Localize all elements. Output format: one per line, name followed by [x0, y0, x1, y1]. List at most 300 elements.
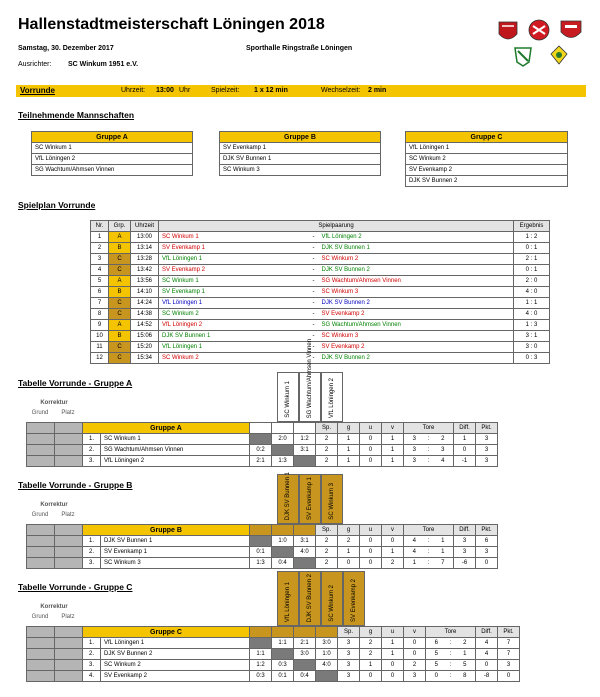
- group-a-box: [31, 131, 193, 176]
- match-score: 2:0: [272, 434, 294, 445]
- match-time: 13:00: [131, 232, 159, 243]
- grund-input[interactable]: [27, 536, 55, 547]
- match-score: 2:1: [250, 456, 272, 467]
- stat-u: 0: [360, 558, 382, 569]
- goals-sep: :: [425, 456, 433, 467]
- col-blank: [272, 525, 294, 536]
- group-b-title: Gruppe B: [220, 132, 381, 143]
- standings-heading: Tabelle Vorrunde - Gruppe C: [18, 582, 133, 592]
- match-home: SV Evenkamp 2: [159, 265, 309, 276]
- stat-sp: 3: [338, 649, 360, 660]
- match-score: 1:1: [250, 649, 272, 660]
- standings-row: [27, 456, 498, 467]
- match-group: B: [109, 331, 131, 342]
- goal-diff: 0: [476, 660, 498, 671]
- goals-against: 1: [455, 649, 476, 660]
- match-nr: 9: [91, 320, 109, 331]
- goals-against: 1: [433, 536, 454, 547]
- grund-input[interactable]: [27, 638, 55, 649]
- grund-input[interactable]: [27, 671, 55, 682]
- goals-sep: :: [425, 547, 433, 558]
- time-unit: Uhr: [179, 87, 191, 94]
- standings-row: [27, 660, 520, 671]
- points: 3: [476, 434, 498, 445]
- group-c-box: [405, 131, 568, 187]
- points: 7: [498, 638, 520, 649]
- match-result: 0 : 1: [514, 265, 550, 276]
- goals-against: 4: [433, 456, 454, 467]
- grund-input[interactable]: [27, 456, 55, 467]
- goals-for: 3: [404, 456, 425, 467]
- rank: 1.: [83, 434, 101, 445]
- col-team-name: VfL Löningen 1: [285, 581, 291, 622]
- team-name: SV Evenkamp 2: [101, 671, 250, 682]
- col-team-header: [321, 571, 343, 626]
- stat-g: 1: [338, 434, 360, 445]
- rank: 1.: [83, 536, 101, 547]
- match-score: 1:3: [272, 456, 294, 467]
- col-blank: [272, 627, 294, 638]
- rank: 2.: [83, 445, 101, 456]
- match-dash: -: [309, 265, 319, 276]
- goals-against: 7: [433, 558, 454, 569]
- group-b-team: SV Evenkamp 1: [220, 143, 381, 154]
- match-time: 13:42: [131, 265, 159, 276]
- match-result: 0 : 3: [514, 353, 550, 364]
- group-a-title: Gruppe A: [32, 132, 193, 143]
- match-score: [294, 456, 316, 467]
- match-time: 14:10: [131, 287, 159, 298]
- col-team-header: [343, 571, 365, 626]
- match-group: C: [109, 254, 131, 265]
- match-score: 0:4: [272, 558, 294, 569]
- schedule-row: [91, 232, 550, 243]
- match-result: 3 : 1: [514, 331, 550, 342]
- match-group: C: [109, 309, 131, 320]
- schedule-row: [91, 254, 550, 265]
- match-away: SV Evenkamp 2: [319, 309, 514, 320]
- schedule-heading: Spielplan Vorrunde: [18, 200, 96, 210]
- standings-row: [27, 558, 498, 569]
- match-time: 14:52: [131, 320, 159, 331]
- standings-table: [26, 626, 520, 682]
- col-team-name: VfL Löningen 2: [329, 377, 335, 418]
- match-score: 0:2: [250, 445, 272, 456]
- match-nr: 1: [91, 232, 109, 243]
- stat-g: 0: [338, 558, 360, 569]
- stat-sp: 2: [316, 547, 338, 558]
- team-name: SC Winkum 1: [101, 434, 250, 445]
- match-away: SC Winkum 3: [319, 287, 514, 298]
- match-away: DJK SV Bunnen 2: [319, 353, 514, 364]
- group-b-box: [219, 131, 381, 176]
- group-a-team: SC Winkum 1: [32, 143, 193, 154]
- col-team-name: SC Winkum 1: [285, 381, 291, 418]
- match-score: 0:4: [294, 671, 316, 682]
- standings-row: [27, 445, 498, 456]
- match-home: SV Evenkamp 1: [159, 243, 309, 254]
- venue: Sporthalle Ringstraße Löningen: [246, 45, 353, 52]
- korrektur-label: Korrektur: [40, 604, 68, 610]
- match-score: [272, 445, 294, 456]
- match-nr: 10: [91, 331, 109, 342]
- match-score: 1:0: [316, 649, 338, 660]
- goals-against: 5: [455, 660, 476, 671]
- match-home: SC Winkum 2: [159, 353, 309, 364]
- match-time: 13:56: [131, 276, 159, 287]
- date: Samstag, 30. Dezember 2017: [18, 45, 114, 52]
- match-score: 0:1: [272, 671, 294, 682]
- col-team-header: [299, 338, 321, 422]
- match-home: SV Evenkamp 1: [159, 287, 309, 298]
- grund-label: Grund: [31, 614, 49, 620]
- goals-sep: :: [425, 536, 433, 547]
- platz-label: Platz: [61, 614, 75, 620]
- col-v: v: [382, 423, 404, 434]
- col-team-header: [299, 571, 321, 626]
- col-blank: [250, 627, 272, 638]
- team-name: SG Wachtum/Ahmsen Vinnen: [101, 445, 250, 456]
- platz-input[interactable]: [55, 456, 83, 467]
- col-team-name: DJK SV Bunnen 2: [307, 573, 313, 622]
- stat-g: 2: [338, 536, 360, 547]
- match-home: SC Winkum 1: [159, 232, 309, 243]
- col-tore: Tore: [404, 525, 454, 536]
- standings-row: [27, 434, 498, 445]
- match-dash: -: [309, 331, 319, 342]
- grund-cell: [27, 423, 55, 434]
- col-sp: Sp.: [338, 627, 360, 638]
- platz-input[interactable]: [55, 671, 83, 682]
- stat-u: 0: [360, 456, 382, 467]
- stat-g: 0: [360, 671, 382, 682]
- match-home: DJK SV Bunnen 1: [159, 331, 309, 342]
- match-result: 3 : 0: [514, 342, 550, 353]
- goals-against: 2: [433, 434, 454, 445]
- schedule-row: [91, 265, 550, 276]
- col-team-name: DJK SV Bunnen 1: [285, 471, 291, 520]
- match-time: 15:34: [131, 353, 159, 364]
- standings-row: [27, 536, 498, 547]
- goals-for: 3: [404, 445, 425, 456]
- stat-g: 1: [338, 456, 360, 467]
- match-time: 15:06: [131, 331, 159, 342]
- match-result: 1 : 1: [514, 298, 550, 309]
- match-group: C: [109, 342, 131, 353]
- stat-u: 0: [360, 536, 382, 547]
- goals-against: 3: [433, 445, 454, 456]
- points: 6: [476, 536, 498, 547]
- change-label: Wechselzeit:: [321, 87, 361, 94]
- match-away: VfL Löningen 2: [319, 232, 514, 243]
- match-nr: 11: [91, 342, 109, 353]
- match-away: SG Wachtum/Ahmsen Vinnen: [319, 276, 514, 287]
- match-score: [272, 547, 294, 558]
- points: 3: [498, 660, 520, 671]
- platz-input[interactable]: [55, 434, 83, 445]
- organizer-label: Ausrichter:: [18, 61, 52, 68]
- group-b-team: DJK SV Bunnen 1: [220, 154, 381, 165]
- standings-table: [26, 524, 498, 569]
- standings-table: [26, 422, 498, 467]
- match-score: 1:2: [250, 660, 272, 671]
- standings-group-title: Gruppe B: [83, 525, 250, 536]
- col-sp: Sp.: [316, 423, 338, 434]
- page-title: Hallenstadtmeisterschaft Löningen 2018: [18, 16, 325, 33]
- col-blank: [294, 423, 316, 434]
- vorrunde-bar: [16, 85, 586, 97]
- platz-input[interactable]: [55, 536, 83, 547]
- col-sp: Sp.: [316, 525, 338, 536]
- goals-sep: :: [447, 649, 455, 660]
- rank: 1.: [83, 638, 101, 649]
- crest-green-icon: [515, 48, 531, 66]
- match-score: 4:0: [316, 660, 338, 671]
- match-score: [294, 660, 316, 671]
- stat-v: 1: [382, 445, 404, 456]
- match-group: C: [109, 298, 131, 309]
- platz-cell: [55, 525, 83, 536]
- match-group: C: [109, 353, 131, 364]
- match-dash: -: [309, 232, 319, 243]
- team-name: VfL Löningen 2: [101, 456, 250, 467]
- goal-diff: -8: [476, 671, 498, 682]
- match-away: SC Winkum 3: [319, 331, 514, 342]
- col-team-header: [299, 474, 321, 524]
- col-team-name: SC Winkum 3: [329, 483, 335, 520]
- goals-for: 6: [426, 638, 447, 649]
- time-label: Uhrzeit:: [121, 87, 146, 94]
- match-away: DJK SV Bunnen 2: [319, 298, 514, 309]
- standings-row: [27, 649, 520, 660]
- match-score: 4:0: [294, 547, 316, 558]
- schedule-row: [91, 243, 550, 254]
- club-logos: [497, 18, 587, 68]
- points: 7: [498, 649, 520, 660]
- grund-input[interactable]: [27, 649, 55, 660]
- group-c-team: SV Evenkamp 2: [406, 165, 568, 176]
- match-dash: -: [309, 342, 319, 353]
- match-score: [250, 434, 272, 445]
- team-name: VfL Löningen 1: [101, 638, 250, 649]
- time-value: 13:00: [156, 87, 174, 94]
- standings-heading: Tabelle Vorrunde - Gruppe B: [18, 480, 133, 490]
- match-score: 2:1: [294, 638, 316, 649]
- match-group: B: [109, 287, 131, 298]
- stat-u: 1: [382, 638, 404, 649]
- col-u: u: [360, 525, 382, 536]
- stat-g: 2: [360, 649, 382, 660]
- col-team-header: [277, 471, 299, 524]
- schedule-row: [91, 276, 550, 287]
- change-value: 2 min: [368, 87, 387, 94]
- col-v: v: [382, 525, 404, 536]
- goal-diff: 1: [454, 434, 476, 445]
- play-value: 1 x 12 min: [254, 87, 288, 94]
- col-team-header: [321, 372, 343, 422]
- goal-diff: -6: [454, 558, 476, 569]
- standings-row: [27, 671, 520, 682]
- grund-cell: [27, 525, 55, 536]
- match-score: [294, 558, 316, 569]
- group-c-team: DJK SV Bunnen 2: [406, 176, 568, 187]
- rank: 3.: [83, 456, 101, 467]
- col-blank: [250, 423, 272, 434]
- stat-sp: 2: [316, 558, 338, 569]
- match-score: 1:3: [250, 558, 272, 569]
- standings-group-title: Gruppe A: [83, 423, 250, 434]
- schedule-row: [91, 353, 550, 364]
- stat-sp: 2: [316, 456, 338, 467]
- match-time: 14:24: [131, 298, 159, 309]
- goals-against: 8: [455, 671, 476, 682]
- grund-input[interactable]: [27, 434, 55, 445]
- match-away: SC Winkum 2: [319, 254, 514, 265]
- col-team-name: SC Winkum 2: [329, 585, 335, 622]
- col-g: g: [338, 525, 360, 536]
- goals-for: 0: [426, 671, 447, 682]
- group-c-title: Gruppe C: [406, 132, 568, 143]
- match-score: [272, 649, 294, 660]
- match-dash: -: [309, 276, 319, 287]
- stat-v: 2: [404, 660, 426, 671]
- platz-input[interactable]: [55, 547, 83, 558]
- goals-against: 2: [455, 638, 476, 649]
- team-name: DJK SV Bunnen 2: [101, 649, 250, 660]
- group-a-team: VfL Löningen 2: [32, 154, 193, 165]
- match-group: B: [109, 243, 131, 254]
- stat-v: 0: [404, 649, 426, 660]
- stat-u: 0: [360, 445, 382, 456]
- grund-cell: [27, 627, 55, 638]
- col-v: v: [404, 627, 426, 638]
- match-score: 0:1: [250, 547, 272, 558]
- korrektur-label: Korrektur: [40, 400, 68, 406]
- match-dash: -: [309, 353, 319, 364]
- stat-sp: 3: [338, 638, 360, 649]
- match-result: 2 : 1: [514, 254, 550, 265]
- goal-diff: 4: [476, 649, 498, 660]
- stat-g: 1: [338, 547, 360, 558]
- platz-cell: [55, 423, 83, 434]
- match-score: 0:3: [250, 671, 272, 682]
- match-result: 0 : 1: [514, 243, 550, 254]
- rank: 4.: [83, 671, 101, 682]
- match-home: VfL Löningen 1: [159, 342, 309, 353]
- stat-v: 1: [382, 456, 404, 467]
- col-team-header: [321, 474, 343, 524]
- col-pkt: Pkt.: [498, 627, 520, 638]
- col-blank: [294, 525, 316, 536]
- col-team-name: SG Wachtum/Ahmsen Vinnen: [307, 338, 313, 418]
- stat-v: 1: [382, 434, 404, 445]
- goals-sep: :: [425, 445, 433, 456]
- match-nr: 12: [91, 353, 109, 364]
- match-score: [316, 671, 338, 682]
- schedule-row: [91, 287, 550, 298]
- match-result: 2 : 0: [514, 276, 550, 287]
- points: 3: [476, 547, 498, 558]
- platz-label: Platz: [61, 512, 75, 518]
- col-team-header: [277, 571, 299, 626]
- col-blank: [316, 627, 338, 638]
- col-grp: Grp.: [109, 221, 131, 232]
- goals-for: 4: [404, 536, 425, 547]
- teams-heading: Teilnehmende Mannschaften: [18, 110, 135, 120]
- grund-input[interactable]: [27, 660, 55, 671]
- stat-v: 3: [404, 671, 426, 682]
- platz-input[interactable]: [55, 445, 83, 456]
- match-time: 13:28: [131, 254, 159, 265]
- stat-u: 0: [360, 547, 382, 558]
- goals-against: 1: [433, 547, 454, 558]
- stat-v: 0: [382, 536, 404, 547]
- platz-input[interactable]: [55, 638, 83, 649]
- match-away: SG Wachtum/Ahmsen Vinnen: [319, 320, 514, 331]
- grund-input[interactable]: [27, 445, 55, 456]
- col-g: g: [360, 627, 382, 638]
- stat-v: 2: [382, 558, 404, 569]
- match-away: DJK SV Bunnen 1: [319, 243, 514, 254]
- platz-input[interactable]: [55, 660, 83, 671]
- match-away: SV Evenkamp 2: [319, 342, 514, 353]
- col-result: Ergebnis: [514, 221, 550, 232]
- col-u: u: [360, 423, 382, 434]
- stat-sp: 2: [316, 434, 338, 445]
- col-blank: [294, 627, 316, 638]
- schedule-row: [91, 298, 550, 309]
- match-group: A: [109, 276, 131, 287]
- match-score: 3:1: [294, 536, 316, 547]
- group-a-team: SG Wachtum/Ahmsen Vinnen: [32, 165, 193, 176]
- goals-for: 5: [426, 660, 447, 671]
- goals-sep: :: [425, 558, 433, 569]
- platz-input[interactable]: [55, 649, 83, 660]
- match-nr: 8: [91, 309, 109, 320]
- grund-input[interactable]: [27, 558, 55, 569]
- goals-for: 5: [426, 649, 447, 660]
- match-home: VfL Löningen 2: [159, 320, 309, 331]
- goal-diff: -1: [454, 456, 476, 467]
- match-group: A: [109, 320, 131, 331]
- match-score: 3:0: [294, 649, 316, 660]
- stat-u: 0: [382, 660, 404, 671]
- team-name: SC Winkum 2: [101, 660, 250, 671]
- col-team-header: [277, 372, 299, 422]
- rank: 3.: [83, 660, 101, 671]
- match-score: 3:0: [316, 638, 338, 649]
- grund-input[interactable]: [27, 547, 55, 558]
- col-time: Uhrzeit: [131, 221, 159, 232]
- match-nr: 4: [91, 265, 109, 276]
- goals-sep: :: [447, 638, 455, 649]
- match-time: 14:38: [131, 309, 159, 320]
- vorrunde-label: Vorrunde: [20, 86, 55, 95]
- match-time: 15:20: [131, 342, 159, 353]
- match-time: 13:14: [131, 243, 159, 254]
- platz-input[interactable]: [55, 558, 83, 569]
- schedule-row: [91, 342, 550, 353]
- match-result: 4 : 0: [514, 287, 550, 298]
- match-result: 1 : 2: [514, 232, 550, 243]
- stat-v: 1: [382, 547, 404, 558]
- points: 3: [476, 456, 498, 467]
- points: 0: [476, 558, 498, 569]
- rank: 2.: [83, 649, 101, 660]
- col-tore: Tore: [426, 627, 476, 638]
- match-home: SC Winkum 1: [159, 276, 309, 287]
- stat-g: 1: [360, 660, 382, 671]
